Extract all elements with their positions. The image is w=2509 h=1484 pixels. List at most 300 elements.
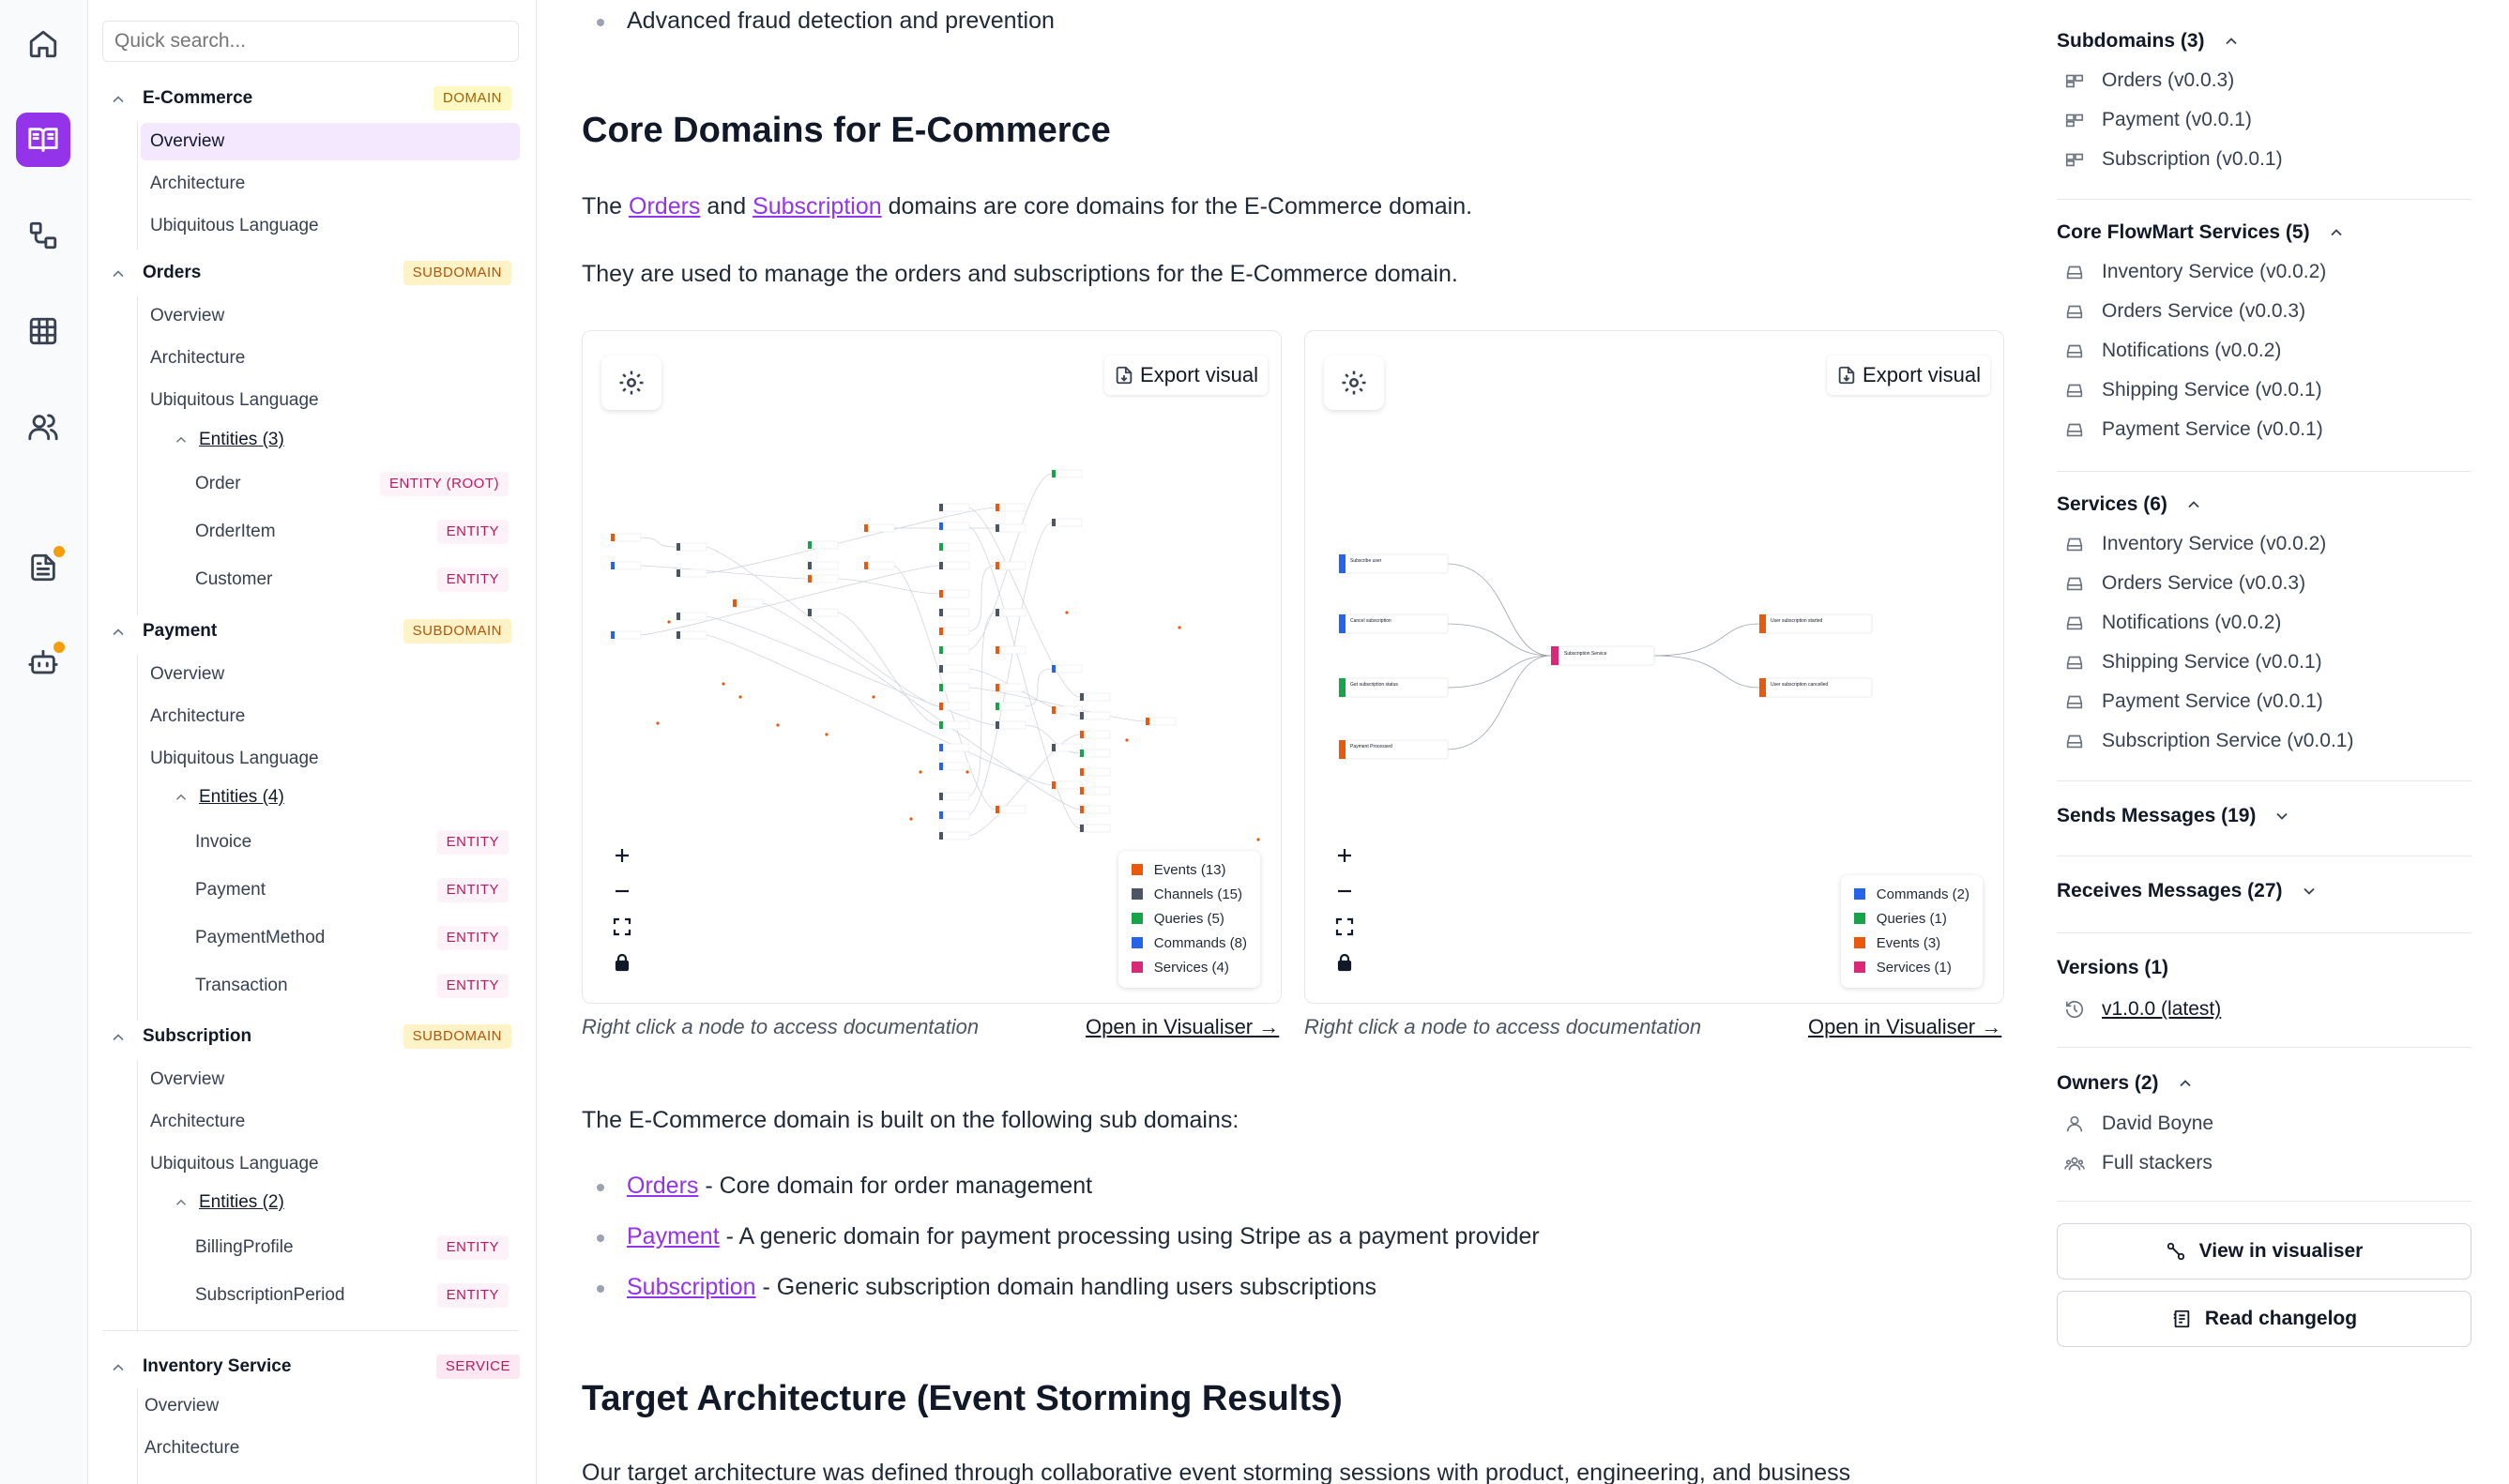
service-link[interactable] (2064, 533, 2326, 555)
chevron-up-icon (2176, 1074, 2195, 1093)
zoom-out-button[interactable] (601, 873, 643, 909)
item-label: Payment Service (v0.0.1) (2102, 690, 2323, 712)
graph-node (808, 609, 838, 616)
graph-node-marker (939, 721, 943, 729)
chevron-up-icon (173, 432, 190, 448)
subscription-link[interactable]: Subscription (627, 1274, 756, 1300)
zoom-in-button[interactable] (601, 838, 643, 873)
graph-node-marker (939, 562, 943, 569)
item-label: Notifications (v0.0.2) (2102, 612, 2282, 633)
entity-name: BillingProfile (195, 1237, 294, 1257)
graph-node-marker (864, 562, 868, 569)
graph-node (996, 562, 1026, 569)
chevron-up-icon (2222, 32, 2241, 51)
graph-node-marker (939, 684, 943, 691)
main-content (582, 0, 2004, 1484)
graph-node-label: Get subscription status (1350, 682, 1398, 688)
payment-link[interactable]: Payment (627, 1223, 720, 1249)
graph-node (939, 522, 969, 530)
graph-node-marker (1080, 825, 1084, 832)
service-link[interactable] (2064, 690, 2323, 713)
settings-button[interactable] (1324, 356, 1384, 410)
text: - Generic subscription domain handling users subscriptions (755, 1274, 1377, 1300)
graph-node-marker (1052, 470, 1056, 477)
entity-item[interactable] (186, 1227, 509, 1268)
visualiser-panel-1[interactable] (582, 330, 1282, 1004)
entity-item[interactable] (186, 870, 509, 911)
workflow-icon[interactable] (16, 208, 70, 263)
entity-name: Payment (195, 880, 266, 900)
sidebar-item-architecture[interactable]: Architecture (150, 174, 246, 193)
core-services-header[interactable] (2057, 221, 2346, 244)
service-link[interactable] (2064, 418, 2323, 441)
graph-node-label: Payment Processed (1350, 744, 1392, 750)
graph-node-marker (611, 534, 615, 541)
entity-item[interactable] (186, 511, 509, 553)
graph-node-marker (939, 703, 943, 710)
entities-label: Entities (2) (199, 1192, 284, 1212)
feature-bullet-text: Advanced fraud detection and prevention (627, 8, 1055, 34)
divider (2057, 471, 2471, 472)
graph-node (996, 646, 1026, 654)
service-link[interactable] (2064, 261, 2326, 283)
graph-dot (919, 770, 921, 773)
graph-node (864, 562, 894, 569)
service-link[interactable] (2064, 730, 2353, 752)
server-icon (2064, 534, 2085, 554)
read-changelog-button[interactable] (2057, 1291, 2471, 1347)
graph-node-marker (1052, 781, 1056, 789)
sidebar-item-overview[interactable]: Overview (141, 123, 520, 160)
open-in-visualiser-link[interactable]: Open in Visualiser → (1808, 1015, 2002, 1038)
graph-node (996, 609, 1026, 616)
graph-dot (656, 721, 659, 724)
entity-item[interactable] (186, 965, 509, 1007)
section-title: Versions (1) (2057, 957, 2169, 978)
graph-node-marker (611, 631, 615, 639)
entity-name: OrderItem (195, 522, 276, 541)
graph-node (1339, 740, 1448, 759)
zoom-controls (601, 838, 643, 988)
graph-edge (967, 566, 996, 631)
item-label: Inventory Service (v0.0.2) (2102, 261, 2327, 282)
graph-node (939, 665, 969, 673)
entity-name: SubscriptionPeriod (195, 1285, 345, 1305)
bullet (597, 1234, 604, 1242)
entities-label: Entities (4) (199, 787, 284, 807)
graph-node-marker (808, 541, 812, 549)
subdomain-link[interactable] (2064, 69, 2234, 92)
graph-node (733, 599, 763, 607)
graph-node (996, 684, 1026, 691)
chevron-up-icon (173, 1194, 190, 1211)
graph-dot (1065, 611, 1068, 613)
graph-node-marker (1551, 646, 1559, 665)
graph-node-marker (939, 543, 943, 551)
service-link[interactable] (2064, 300, 2305, 323)
graph-edge (639, 566, 808, 579)
search-input[interactable] (102, 21, 519, 62)
graph-node-label: Subscribe user (1350, 558, 1382, 564)
graph-node-label: User subscription started (1771, 618, 1823, 624)
graph-node-marker (1339, 554, 1346, 573)
graph-edge (1654, 624, 1759, 656)
graph-node (808, 541, 838, 549)
text: - Core domain for order management (698, 1173, 1093, 1199)
graph-node (1080, 825, 1110, 832)
item-label: Subscription Service (v0.0.1) (2102, 730, 2354, 751)
legend-item-commands (1854, 883, 1969, 907)
legend (1841, 875, 1983, 988)
server-icon (2064, 341, 2085, 361)
graph-edge (967, 688, 1146, 721)
server-icon (2064, 613, 2085, 633)
history-icon (2064, 999, 2085, 1020)
visual-caption: Right click a node to access documentation (582, 1015, 980, 1038)
domain-badge: DOMAIN (433, 86, 511, 111)
graph-node (939, 590, 969, 598)
graph-node-marker (996, 684, 999, 691)
divider (2057, 932, 2471, 933)
graph-node (1759, 614, 1872, 633)
graph-node (1052, 519, 1082, 526)
graph-node (996, 504, 1026, 511)
sidebar-item-ubiquitous-language[interactable]: Ubiquitous Language (150, 749, 319, 768)
graph-node (1339, 554, 1448, 573)
fit-view-button[interactable] (601, 909, 643, 945)
graph-node (996, 524, 1026, 532)
chevron-up-icon (2327, 223, 2346, 242)
graph-node (939, 832, 969, 840)
graph-node (1052, 706, 1082, 714)
subdomain-link[interactable] (2064, 148, 2283, 171)
legend-item-queries (1854, 907, 1969, 931)
tree-line (137, 122, 138, 250)
graph-node (939, 543, 969, 551)
subdomains-header[interactable] (2057, 30, 2241, 53)
graph-node (939, 744, 969, 751)
document-icon[interactable] (16, 540, 70, 595)
zoom-out-button[interactable] (1324, 873, 1365, 909)
export-visual-button[interactable] (1827, 356, 1990, 395)
group-header-payment[interactable] (88, 615, 537, 649)
sidebar-item-ubiquitous-language[interactable]: Ubiquitous Language (150, 1154, 319, 1174)
server-icon (2064, 731, 2085, 751)
paragraph-core-domains (582, 193, 1472, 220)
entity-badge: ENTITY (437, 1283, 509, 1308)
service-link[interactable] (2064, 651, 2322, 674)
sidebar-item-overview[interactable]: Overview (144, 1396, 220, 1416)
service-link[interactable] (2064, 572, 2305, 595)
entity-badge: ENTITY (437, 568, 509, 592)
entity-badge: ENTITY (437, 1235, 509, 1260)
graph-node-marker (939, 504, 943, 511)
graph-node (808, 575, 838, 583)
service-badge: SERVICE (436, 1355, 520, 1379)
graph-node-marker (1080, 731, 1084, 738)
entity-badge: ENTITY (437, 830, 509, 855)
chevron-up-icon (109, 1358, 128, 1377)
sidebar-item-architecture[interactable]: Architecture (150, 348, 246, 368)
group-header-e-commerce[interactable] (88, 83, 537, 116)
graph-node (1080, 693, 1110, 701)
group-header-inventory-service[interactable] (88, 1351, 537, 1385)
graph-node-marker (996, 703, 999, 710)
graph-edge (1446, 624, 1551, 656)
bullet (597, 19, 604, 26)
chevron-up-icon (109, 90, 128, 109)
service-link[interactable] (2064, 612, 2281, 634)
graph-node-marker (1339, 678, 1346, 697)
graph-node-marker (996, 562, 999, 569)
server-icon (2064, 691, 2085, 712)
entity-item[interactable] (186, 463, 509, 505)
graph-node (1080, 712, 1110, 719)
group-title: Orders (143, 263, 202, 282)
section-title: Subdomains (3) (2057, 30, 2205, 52)
graph-edge (967, 613, 996, 796)
bullet (597, 1285, 604, 1293)
graph-node-marker (939, 793, 943, 800)
text: The (582, 193, 630, 220)
graph-dot (825, 733, 828, 735)
export-visual-button[interactable] (1104, 356, 1268, 395)
graph-dot (1256, 838, 1259, 840)
owner-link[interactable] (2064, 1113, 2213, 1135)
file-export-icon (1836, 365, 1857, 386)
graph-node (808, 562, 838, 569)
export-label: Export visual (1863, 363, 1981, 386)
graph-node (1146, 718, 1176, 725)
graph-node (1080, 768, 1110, 776)
services-header[interactable] (2057, 493, 2203, 516)
legend-item-events (1132, 858, 1247, 883)
graph-edge (1024, 669, 1052, 706)
text: and (700, 193, 753, 220)
chevron-up-icon (173, 789, 190, 806)
chevron-up-icon (109, 623, 128, 642)
subdomain-list-item (627, 1223, 1540, 1250)
entity-name: Invoice (195, 832, 252, 852)
graph-edge (1446, 564, 1551, 656)
graph-node-marker (996, 806, 999, 813)
legend-item-channels (1132, 883, 1247, 907)
sidebar-item-ubiquitous-language[interactable]: Ubiquitous Language (150, 216, 319, 235)
file-export-icon (1114, 365, 1134, 386)
divider (2057, 1201, 2471, 1202)
graph-node-marker (939, 646, 943, 654)
home-icon[interactable] (16, 17, 70, 71)
entities-toggle[interactable] (173, 783, 284, 811)
sidebar-item-overview[interactable]: Overview (150, 306, 225, 326)
graph-node-marker (939, 763, 943, 770)
table-icon[interactable] (16, 304, 70, 358)
server-icon (2064, 573, 2085, 594)
graph-node (1080, 806, 1110, 813)
item-label: Full stackers (2102, 1152, 2212, 1174)
graph-node-label: Subscription Service (1564, 651, 1607, 657)
server-icon (2064, 380, 2085, 401)
entity-name: Order (195, 474, 241, 493)
boxes-icon (2064, 70, 2085, 91)
version-link[interactable] (2064, 998, 2221, 1021)
sidebar-item-architecture[interactable]: Architecture (150, 706, 246, 726)
users-icon[interactable] (16, 400, 70, 454)
graph-node-marker (996, 504, 999, 511)
graph-node (1080, 731, 1110, 738)
server-icon (2064, 419, 2085, 440)
chevron-down-icon (2273, 807, 2291, 825)
legend-label: Commands (8) (1153, 935, 1247, 951)
graph-node (1052, 781, 1082, 789)
graph-node-marker (996, 524, 999, 532)
owners-header[interactable] (2057, 1072, 2195, 1095)
section-title: Receives Messages (27) (2057, 880, 2283, 901)
group-header-orders[interactable] (88, 257, 537, 291)
receives-messages-header[interactable] (2057, 880, 2319, 902)
graph-dot (776, 723, 779, 726)
graph-node-marker (808, 575, 812, 583)
orders-link[interactable]: Orders (629, 193, 701, 220)
legend-label: Services (4) (1153, 960, 1229, 976)
legend (1118, 851, 1260, 988)
view-in-visualiser-button[interactable] (2057, 1223, 2471, 1280)
divider (2057, 780, 2471, 781)
changelog-icon (2171, 1309, 2192, 1329)
lock-icon (611, 951, 633, 974)
graph-node (939, 793, 969, 800)
paragraph-target-architecture: Our target architecture was defined through collaborative event storming sessions with product, engineering, and business (582, 1460, 1851, 1484)
entities-toggle[interactable] (173, 1189, 284, 1217)
tree-line (137, 296, 138, 615)
notification-dot (52, 544, 67, 559)
group-title: Subscription (143, 1026, 252, 1046)
graph-node-marker (733, 599, 737, 607)
subdomain-link[interactable] (2064, 109, 2252, 131)
graph-node-marker (864, 524, 868, 532)
item-label: Shipping Service (v0.0.1) (2102, 651, 2322, 673)
entity-badge: ENTITY (437, 878, 509, 902)
sidebar-item-overview[interactable]: Overview (150, 1069, 225, 1089)
orders-link[interactable]: Orders (627, 1173, 699, 1199)
graph-node (939, 763, 969, 770)
graph-node-marker (1080, 693, 1084, 701)
entity-item[interactable] (186, 559, 509, 600)
entity-item[interactable] (186, 822, 509, 863)
graph-edge (1654, 656, 1759, 688)
graph-dot (966, 770, 968, 773)
zoom-in-button[interactable] (1324, 838, 1365, 873)
entity-item[interactable] (186, 1275, 509, 1316)
graph-node (611, 631, 641, 639)
graph-node-marker (1759, 614, 1766, 633)
graph-node (939, 562, 969, 569)
sidebar-item-overview[interactable]: Overview (150, 664, 225, 684)
legend-label: Queries (5) (1153, 911, 1224, 927)
open-in-visualiser-link[interactable]: Open in Visualiser → (1086, 1015, 1280, 1038)
chevron-up-icon (109, 1028, 128, 1047)
graph-node (1052, 665, 1082, 673)
bot-icon[interactable] (16, 636, 70, 690)
service-link[interactable] (2064, 340, 2281, 362)
graph-node-marker (1052, 744, 1056, 751)
graph-node-marker (939, 811, 943, 819)
entity-name: PaymentMethod (195, 928, 326, 947)
sidebar-nav (88, 0, 537, 1484)
item-label: Subscription (v0.0.1) (2102, 148, 2283, 170)
graph-node-label: User subscription cancelled (1771, 682, 1829, 688)
server-icon (2064, 652, 2085, 673)
legend-label: Channels (15) (1153, 886, 1243, 902)
paragraph-subdomains: The E-Commerce domain is built on the following sub domains: (582, 1107, 1239, 1133)
graph-node (611, 562, 641, 569)
text: - A generic domain for payment processing using Stripe as a payment provider (719, 1223, 1540, 1249)
sidebar-item-architecture[interactable]: Architecture (150, 1112, 246, 1131)
subdomain-badge: SUBDOMAIN (403, 619, 511, 644)
lock-button[interactable] (1324, 945, 1365, 980)
graph-node-marker (677, 631, 680, 639)
tree-line (137, 1060, 138, 1332)
graph-node-marker (1080, 787, 1084, 795)
book-icon[interactable] (16, 113, 70, 167)
graph-node-marker (996, 646, 999, 654)
entities-toggle[interactable] (173, 426, 284, 454)
graph-node (1052, 470, 1082, 477)
graph-node-marker (939, 744, 943, 751)
entity-item[interactable] (186, 917, 509, 959)
subscription-link[interactable]: Subscription (753, 193, 882, 220)
button-label: View in visualiser (2198, 1240, 2364, 1262)
graph-node-marker (1080, 806, 1084, 813)
graph-node-marker (1052, 706, 1056, 714)
graph-node-marker (996, 721, 999, 729)
graph-node (939, 703, 969, 710)
chevron-up-icon (2184, 495, 2203, 514)
graph-edge (639, 538, 677, 547)
group-header-subscription[interactable] (88, 1021, 537, 1054)
legend-item-services (1132, 956, 1247, 980)
lock-button[interactable] (601, 945, 643, 980)
fit-view-button[interactable] (1324, 909, 1365, 945)
owner-link[interactable] (2064, 1152, 2212, 1174)
sends-messages-header[interactable] (2057, 805, 2291, 827)
graph-node (1080, 787, 1110, 795)
chevron-down-icon (2300, 882, 2319, 901)
item-label: v1.0.0 (latest) (2102, 998, 2222, 1020)
legend-item-commands (1132, 931, 1247, 956)
gear-icon (617, 369, 646, 397)
visualiser-panel-2[interactable] (1304, 330, 2004, 1004)
fullscreen-icon (1333, 916, 1356, 938)
legend-label: Commands (2) (1876, 886, 1969, 902)
subdomain-list-item (627, 1173, 1092, 1200)
graph-node-marker (939, 590, 943, 598)
settings-button[interactable] (601, 356, 661, 410)
graph-node (939, 646, 969, 654)
paragraph-usage: They are used to manage the orders and subscriptions for the E-Commerce domain. (582, 261, 1458, 287)
graph-node (939, 721, 969, 729)
sidebar-item-architecture[interactable]: Architecture (144, 1438, 240, 1458)
graph-node-marker (939, 628, 943, 635)
graph-node (1339, 678, 1448, 697)
graph-node (677, 569, 707, 577)
service-link[interactable] (2064, 379, 2322, 401)
icon-rail (0, 0, 88, 1484)
legend-item-services (1854, 956, 1969, 980)
legend-label: Queries (1) (1876, 911, 1947, 927)
sidebar-item-ubiquitous-language[interactable]: Ubiquitous Language (150, 390, 319, 410)
graph-node-marker (939, 609, 943, 616)
